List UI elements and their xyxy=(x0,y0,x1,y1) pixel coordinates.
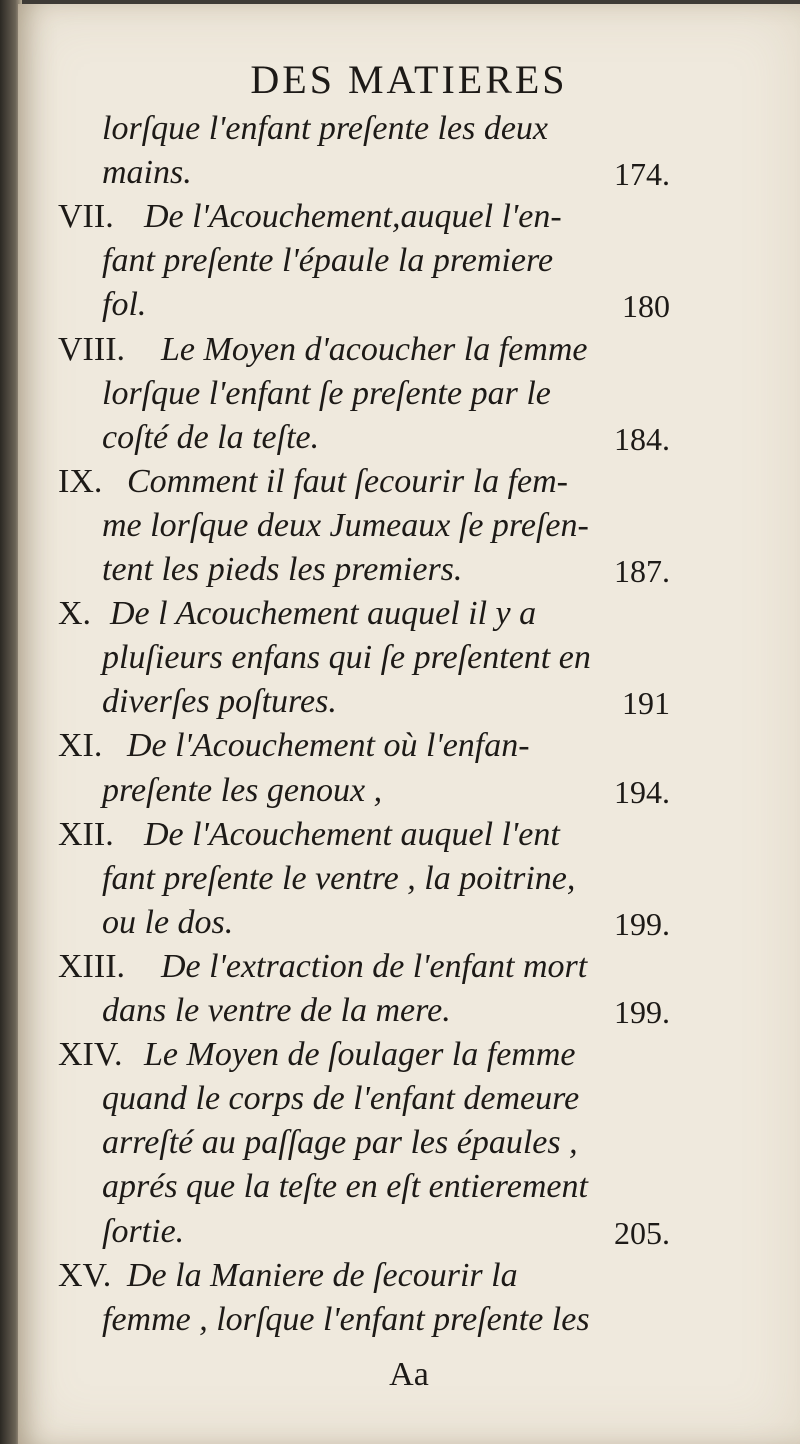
chapter-title-text: pluſieurs enfans qui ſe preſentent en xyxy=(102,639,591,677)
toc-line xyxy=(18,1295,800,1347)
chapter-number: VIII. xyxy=(58,330,126,368)
book-page xyxy=(18,4,800,1444)
chapter-title-text: diverſes poſtures. xyxy=(102,683,337,721)
chapter-title-text: fol. xyxy=(102,286,147,324)
chapter-title-text: aprés que la teſte en eſt entierement xyxy=(102,1168,588,1206)
page-reference: 194. xyxy=(614,773,670,810)
chapter-title-text: dans le ventre de la mere. xyxy=(102,992,451,1029)
signature-mark: Aa xyxy=(389,1356,429,1393)
chapter-title-text: arreſté au paſſage par les épaules , xyxy=(102,1124,578,1162)
chapter-number: XIV. xyxy=(58,1036,123,1074)
chapter-number: XII. xyxy=(58,815,114,853)
chapter-title-text: me lorſque deux Jumeaux ſe preſen- xyxy=(102,506,589,544)
chapter-title-text: coſté de la teſte. xyxy=(102,418,320,456)
chapter-title-text: tent les pieds les premiers. xyxy=(102,551,463,588)
page-reference: 187. xyxy=(614,553,670,589)
chapter-number: XV. xyxy=(58,1256,112,1294)
page-reference: 205. xyxy=(614,1214,670,1251)
chapter-title-text: De l'extraction de l'enfant mort xyxy=(161,947,588,985)
chapter-title-text: De la Maniere de ſecourir la xyxy=(127,1256,518,1294)
chapter-title-text: quand le corps de l'enfant demeure xyxy=(102,1080,580,1118)
page-reference: 184. xyxy=(614,420,670,457)
chapter-title-text: preſente les genoux , xyxy=(102,771,383,809)
chapter-number: XI. xyxy=(58,727,103,765)
page-reference: 180 xyxy=(622,288,670,325)
chapter-title-text: mains. xyxy=(102,154,192,192)
page-reference: 199. xyxy=(614,994,670,1030)
chapter-title-text: De l'Acouchement où l'enfan- xyxy=(127,727,530,765)
chapter-title-text: ou le dos. xyxy=(102,903,234,941)
chapter-title-text: fant preſente le ventre , la poitrine, xyxy=(102,859,576,897)
chapter-title-text: lorſque l'enfant preſente les deux xyxy=(102,110,549,147)
page-reference: 191 xyxy=(622,685,670,722)
chapter-title-text: Le Moyen d'acoucher la femme xyxy=(161,330,588,368)
chapter-number: IX. xyxy=(58,462,103,500)
chapter-number: XIII. xyxy=(58,947,126,985)
chapter-title-text: ſortie. xyxy=(102,1212,185,1250)
chapter-title-text: Le Moyen de ſoulager la femme xyxy=(144,1036,576,1074)
chapter-title-text: De l'Acouchement auquel l'ent xyxy=(144,815,560,853)
page-reference: 174. xyxy=(614,156,670,193)
chapter-number: VII. xyxy=(58,198,114,236)
chapter-title-text: lorſque l'enfant ſe preſente par le xyxy=(102,374,551,412)
page-reference: 199. xyxy=(614,905,670,942)
chapter-number: X. xyxy=(58,595,92,633)
chapter-title-text: femme , lorſque l'enfant preſente les xyxy=(102,1300,590,1338)
chapter-title-text: Comment il faut ſecourir la fem- xyxy=(127,462,569,500)
chapter-title-text: De l'Acouchement,auquel l'en- xyxy=(144,198,562,236)
chapter-title-text: fant preſente l'épaule la premiere xyxy=(102,242,554,280)
chapter-title-text: De l Acouchement auquel il y a xyxy=(110,595,537,633)
running-header: DES MATIERES xyxy=(250,57,568,102)
